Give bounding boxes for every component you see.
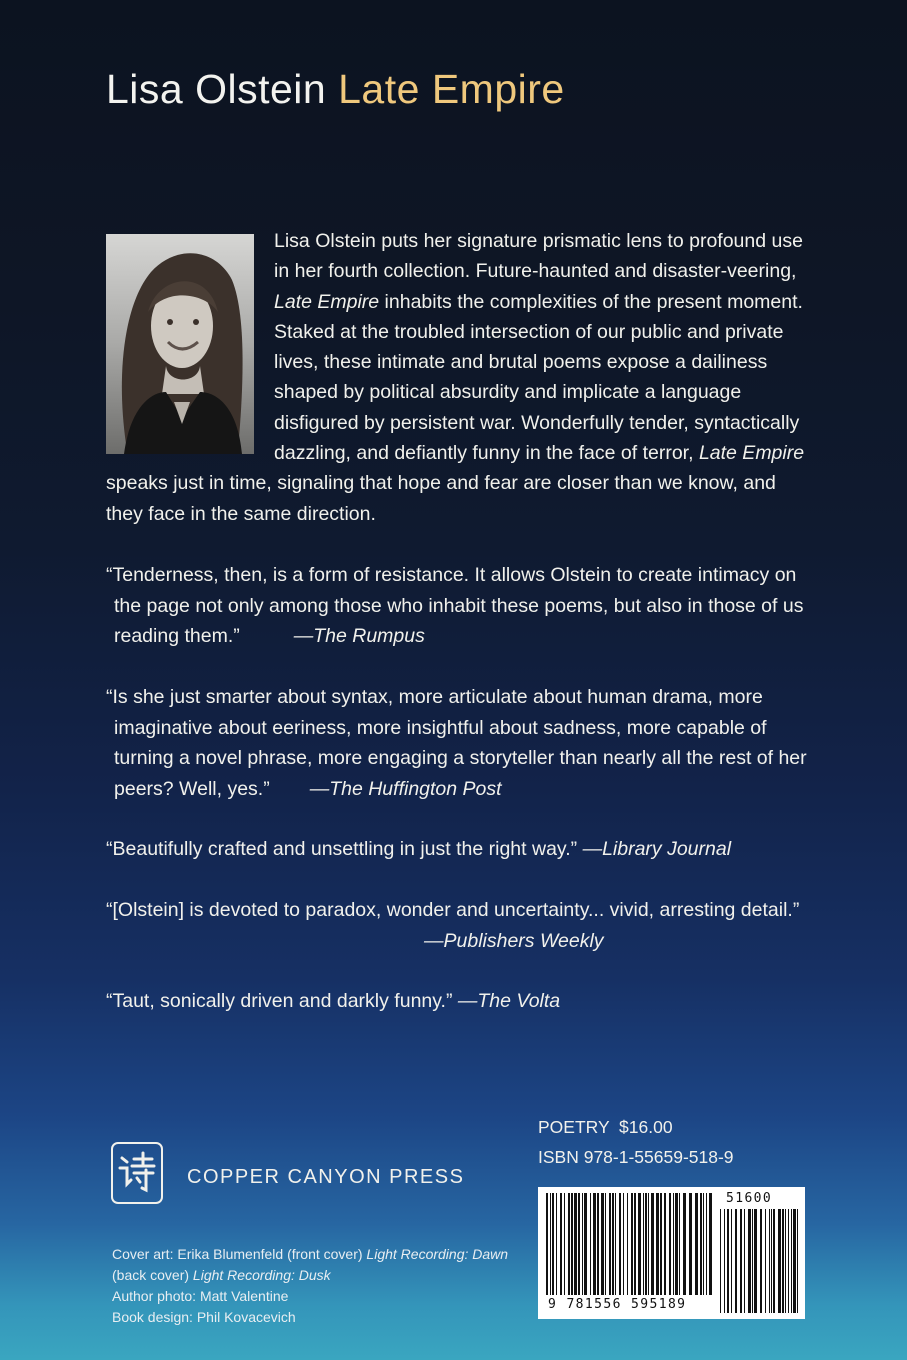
author-photo-credit: Author photo: Matt Valentine	[112, 1288, 289, 1304]
barcode-bar	[631, 1193, 633, 1295]
review-quote-rumpus	[106, 560, 814, 652]
quote-source: —The Volta	[457, 990, 561, 1012]
cover-art-back-title: Light Recording: Dusk	[192, 1267, 331, 1283]
barcode-bar	[724, 1209, 725, 1313]
photo-wrap-spacer	[106, 226, 274, 448]
quote-text: “Beautifully crafted and unsettling in just the right way.”	[106, 838, 578, 860]
barcode-bar	[703, 1193, 704, 1295]
barcode-bar	[651, 1193, 654, 1295]
review-quote-library-journal	[106, 834, 814, 865]
barcode-bar	[744, 1209, 745, 1313]
review-quote-publishers-weekly	[106, 895, 814, 956]
quote-source: —The Rumpus	[293, 625, 425, 647]
barcode-bar	[612, 1193, 614, 1295]
barcode-bar	[700, 1193, 702, 1295]
price-block	[538, 1112, 734, 1172]
barcode-bar	[615, 1193, 616, 1295]
barcode-bar	[709, 1193, 712, 1295]
blurb-title-2: Late Empire	[698, 442, 805, 465]
barcode-bar	[735, 1209, 737, 1313]
quote-text: “[Olstein] is devoted to paradox, wonder and uncertainty... vivid, arresting detail.”	[106, 899, 800, 921]
barcode-bar	[605, 1193, 606, 1295]
barcode-bar	[791, 1209, 792, 1313]
barcode-bar	[706, 1193, 707, 1295]
barcode-bar	[574, 1193, 577, 1295]
barcode-bar	[778, 1209, 781, 1313]
publisher-logo	[111, 1142, 163, 1204]
barcode-bar	[601, 1193, 604, 1295]
barcode-supplement: 51600	[726, 1191, 773, 1206]
quote-text: “Tenderness, then, is a form of resistance. It allows Olstein to create intimacy on the page not only among those who inhabit these poems, but also in those of us reading them.”	[106, 564, 804, 647]
barcode-bar	[546, 1193, 548, 1295]
review-quote-huffington	[106, 682, 814, 804]
barcode-bar	[597, 1193, 599, 1295]
barcode-bar	[578, 1193, 580, 1295]
author-name: Lisa Olstein	[106, 66, 327, 112]
cover-art-mid: (back cover)	[112, 1267, 193, 1283]
barcode-bar	[740, 1209, 742, 1313]
category-price: POETRY $16.00	[538, 1117, 673, 1137]
barcode-bar	[593, 1193, 596, 1295]
blurb-part-2: inhabits the complexities of the present moment. Staked at the troubled intersection of our public and private lives, these intimate and brutal poems expose a dailiness shaped by political absurdity and implicate a language disfigured by persistent war. Wonderfully tender, syntactically dazzling, and defiantly funny in the face of terror,	[274, 290, 803, 465]
barcode-bar	[793, 1209, 796, 1313]
barcode-bar	[582, 1193, 583, 1295]
quote-source: —Library Journal	[582, 838, 732, 860]
barcode-bar	[773, 1209, 775, 1313]
barcode-bar	[752, 1209, 753, 1313]
barcode-bar	[760, 1209, 762, 1313]
barcode-bar	[584, 1193, 587, 1295]
barcode-bar	[727, 1209, 729, 1313]
barcode-bar	[564, 1193, 565, 1295]
cover-art-front-title: Light Recording: Dawn	[366, 1246, 509, 1262]
barcode-bar	[679, 1193, 680, 1295]
quote-source: —Publishers Weekly	[424, 929, 604, 952]
barcode-bar	[571, 1193, 573, 1295]
barcode-bar	[771, 1209, 772, 1313]
barcode-bar	[689, 1193, 692, 1295]
barcode-bar	[590, 1193, 591, 1295]
barcode-bar	[560, 1193, 562, 1295]
barcode-bar	[660, 1193, 662, 1295]
quote-source: —The Huffington Post	[309, 777, 502, 800]
barcode-bar	[782, 1209, 784, 1313]
barcode-bar	[627, 1193, 628, 1295]
barcode-bar	[785, 1209, 786, 1313]
blurb-part-3: speaks just in time, signaling that hope and fear are closer than we know, and they face in the same direction.	[106, 472, 776, 525]
publisher-name: COPPER CANYON PRESS	[187, 1166, 465, 1188]
barcode-bar	[754, 1209, 757, 1313]
isbn: ISBN 978-1-55659-518-9	[538, 1147, 734, 1167]
cover-art-credit	[112, 1244, 532, 1286]
barcode-bar	[643, 1193, 644, 1295]
barcode	[538, 1187, 805, 1319]
barcode-bar	[669, 1193, 671, 1295]
barcode-bar	[731, 1209, 732, 1313]
barcode-bar	[645, 1193, 647, 1295]
barcode-bar	[769, 1209, 770, 1313]
quote-text: “Is she just smarter about syntax, more articulate about human drama, more imaginative about eeriness, more insightful about sadness, more capable of turning a novel phrase, more engaging a storyteller than nearly all the rest of her peers? Well, yes.”	[106, 686, 807, 800]
barcode-bar	[683, 1193, 686, 1295]
barcode-bar	[638, 1193, 641, 1295]
barcode-bar	[664, 1193, 666, 1295]
barcode-bar	[797, 1209, 798, 1313]
barcode-bar	[568, 1193, 570, 1295]
barcode-bar	[609, 1193, 611, 1295]
barcode-bar	[748, 1209, 751, 1313]
credits	[112, 1244, 532, 1328]
book-title: Late Empire	[338, 66, 565, 112]
barcode-number: 9 781556 595189	[548, 1297, 687, 1312]
poem-glyph-icon	[117, 1150, 157, 1196]
review-quote-volta	[106, 986, 814, 1017]
barcode-bar	[550, 1193, 551, 1295]
barcode-bar	[556, 1193, 557, 1295]
barcode-bar	[648, 1193, 649, 1295]
barcode-bar	[788, 1209, 789, 1313]
barcode-bar	[634, 1193, 636, 1295]
quote-text: “Taut, sonically driven and darkly funny.”	[106, 990, 453, 1012]
barcode-bar	[552, 1193, 554, 1295]
book-description	[106, 226, 811, 529]
barcode-bar	[656, 1193, 659, 1295]
barcode-bar	[673, 1193, 674, 1295]
barcode-bar	[675, 1193, 678, 1295]
barcode-bar	[720, 1209, 721, 1313]
cover-title	[106, 66, 565, 113]
book-design-credit: Book design: Phil Kovacevich	[112, 1309, 296, 1325]
barcode-bar	[765, 1209, 766, 1313]
barcode-bar	[695, 1193, 698, 1295]
blurb-title-1: Late Empire	[274, 290, 380, 313]
blurb-part-1: Lisa Olstein puts her signature prismatic lens to profound use in her fourth collection. Future-haunted and disaster-veering,	[274, 230, 803, 283]
cover-art-label: Cover art: Erika Blumenfeld (front cover)	[112, 1246, 367, 1262]
barcode-bar	[619, 1193, 621, 1295]
barcode-bar	[623, 1193, 624, 1295]
